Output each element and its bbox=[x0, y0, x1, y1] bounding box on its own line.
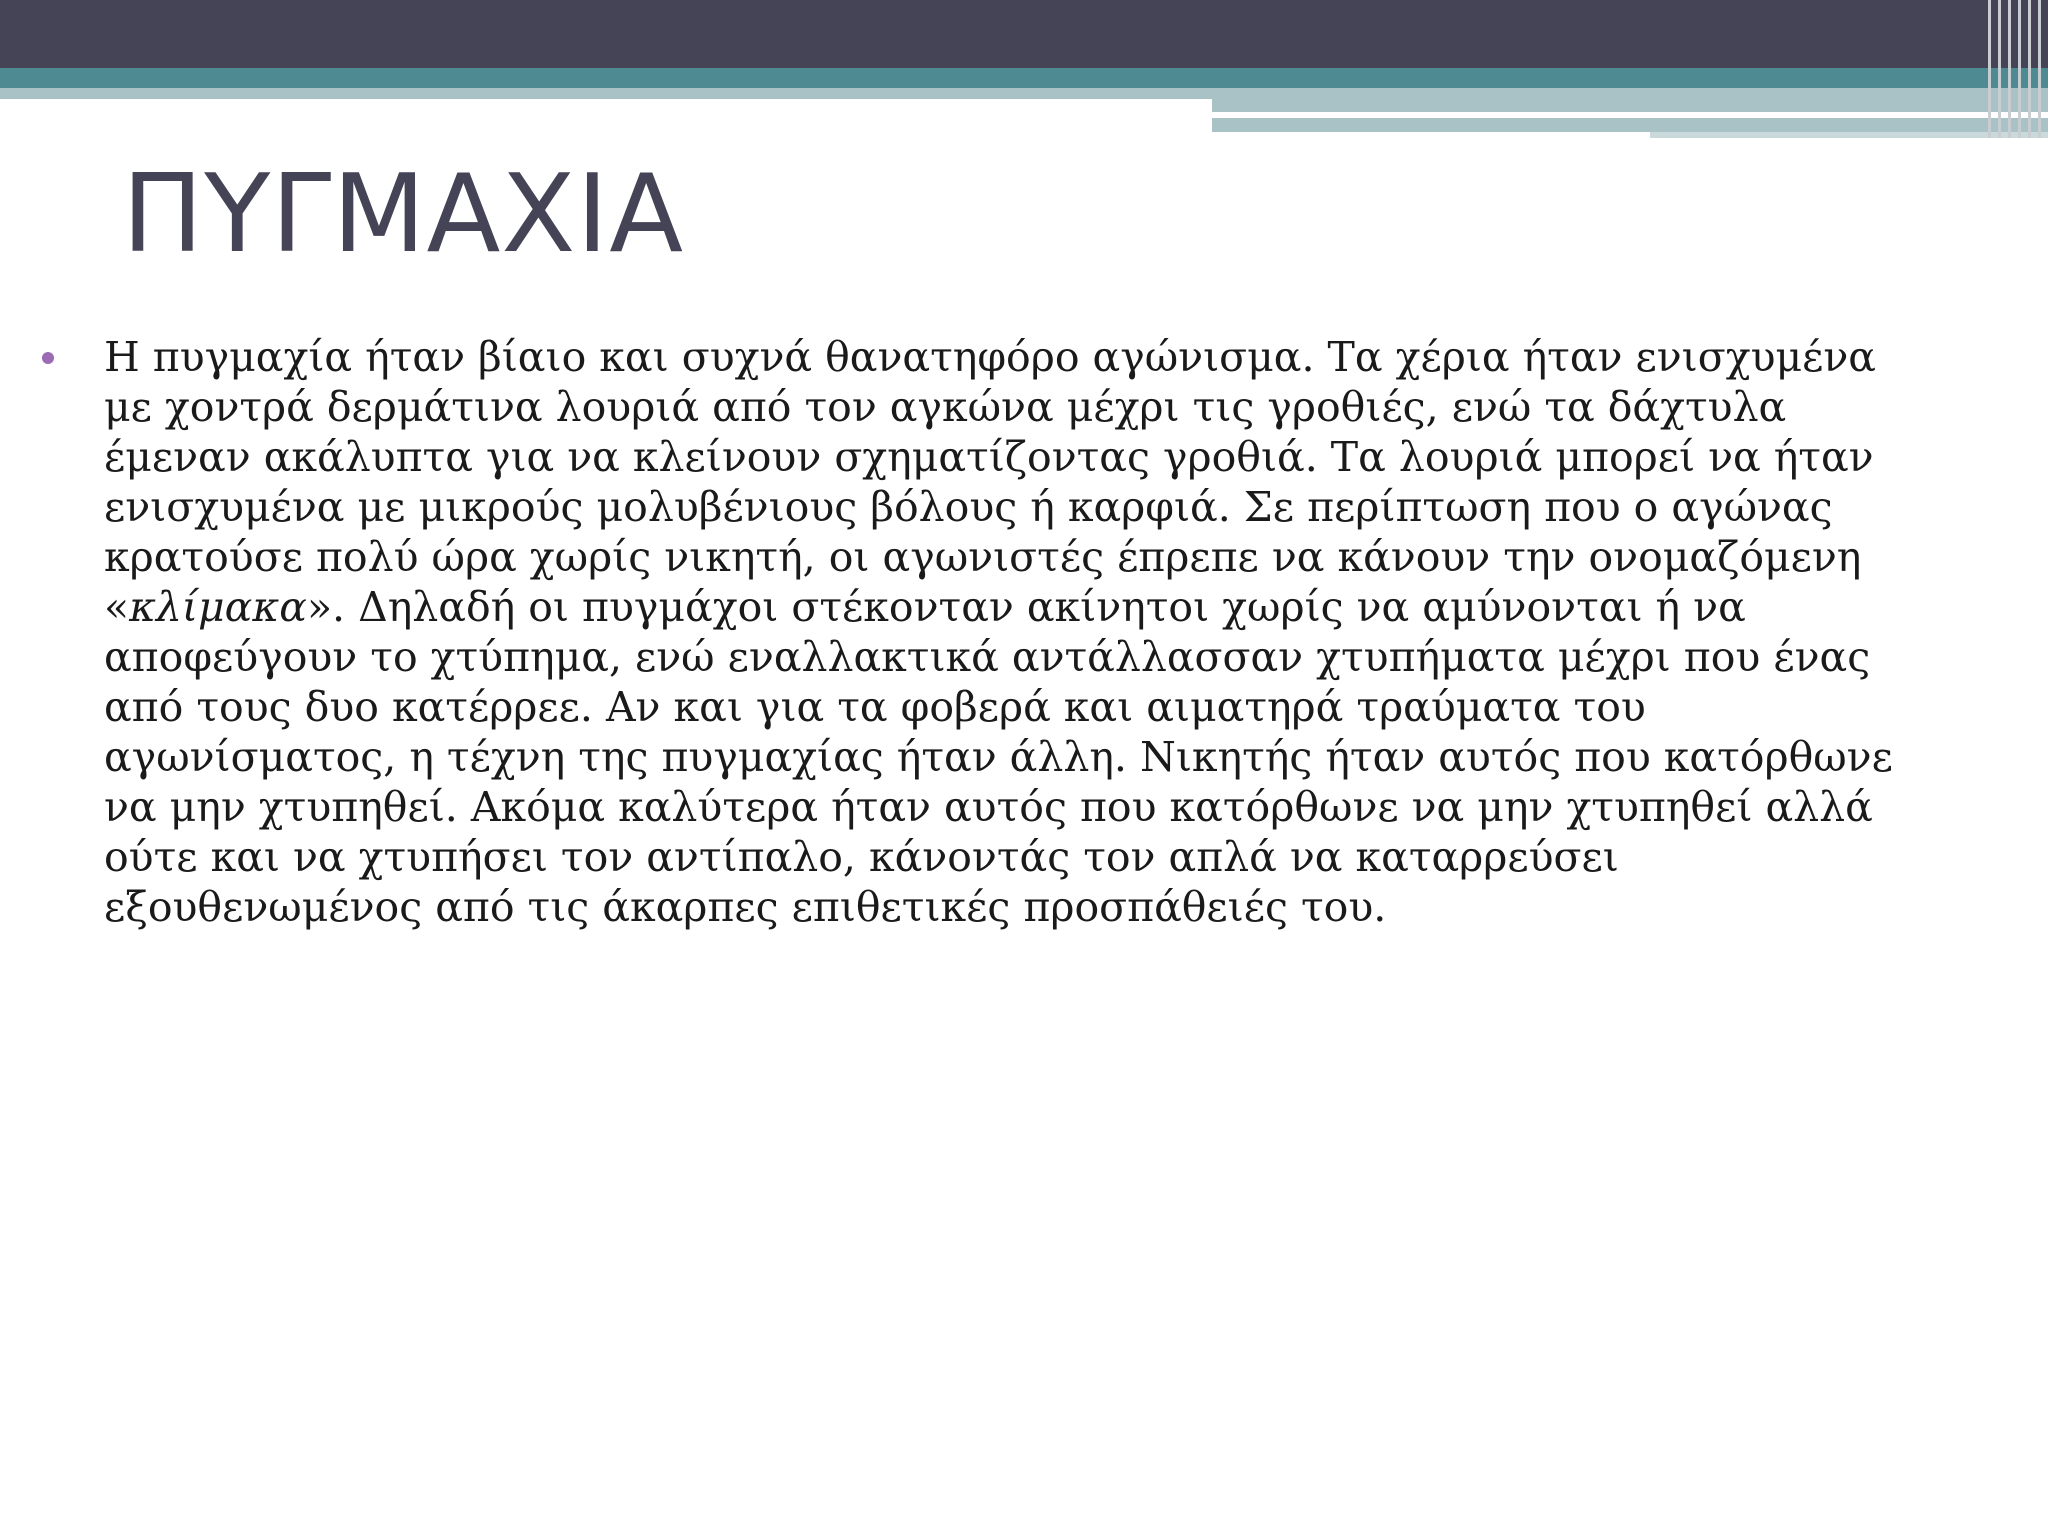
bullet-paragraph bbox=[30, 332, 2030, 932]
header-band-right-upper bbox=[1212, 88, 2048, 112]
paragraph-line: από τους δυο κατέρρεε. Αν και για τα φοβερά και αιματηρά τραύματα του bbox=[104, 683, 1646, 731]
decorative-stripe bbox=[2038, 0, 2041, 138]
header-band-light bbox=[0, 88, 1212, 99]
paragraph-line-with-term bbox=[104, 582, 2030, 632]
quote-rest: ». Δηλαδή οι πυγμάχοι στέκονταν ακίνητοι χωρίς να αμύνονται ή να bbox=[306, 583, 1746, 631]
paragraph-line: κρατούσε πολύ ώρα χωρίς νικητή, οι αγωνιστές έπρεπε να κάνουν την ονομαζόμενη bbox=[104, 533, 1862, 581]
slide-title: ΠΥΓΜΑΧΙΑ bbox=[122, 152, 685, 277]
header-band-right-lower bbox=[1212, 118, 2048, 132]
slide-body bbox=[30, 332, 2030, 932]
decorative-stripe bbox=[2008, 0, 2011, 138]
paragraph-line: ούτε και να χτυπήσει τον αντίπαλο, κάνοντάς τον απλά να καταρρεύσει bbox=[104, 833, 1619, 881]
paragraph-line: Η πυγμαχία ήταν βίαιο και συχνά θανατηφόρο αγώνισμα. Τα χέρια ήταν ενισχυμένα bbox=[104, 333, 1876, 381]
bullet-dot-icon bbox=[42, 352, 54, 364]
header-band-dark bbox=[0, 0, 2048, 68]
decorative-stripe bbox=[2028, 0, 2031, 138]
paragraph-line: έμεναν ακάλυπτα για να κλείνουν σχηματίζοντας γροθιά. Τα λουριά μπορεί να ήταν bbox=[104, 433, 1874, 481]
paragraph-line: αγωνίσματος, η τέχνη της πυγμαχίας ήταν άλλη. Νικητής ήταν αυτός που κατόρθωνε bbox=[104, 733, 1893, 781]
decorative-stripe bbox=[1998, 0, 2001, 138]
italic-term: κλίμακα bbox=[129, 583, 307, 631]
paragraph-line: με χοντρά δερμάτινα λουριά από τον αγκώνα μέχρι τις γροθιές, ενώ τα δάχτυλα bbox=[104, 383, 1787, 431]
quote-open: « bbox=[104, 583, 130, 631]
paragraph-line: ενισχυμένα με μικρούς μολυβένιους βόλους ή καρφιά. Σε περίπτωση που ο αγώνας bbox=[104, 483, 1833, 531]
paragraph-line: να μην χτυπηθεί. Ακόμα καλύτερα ήταν αυτός που κατόρθωνε να μην χτυπηθεί αλλά bbox=[104, 783, 1873, 831]
paragraph-line: εξουθενωμένος από τις άκαρπες επιθετικές προσπάθειές του. bbox=[104, 883, 1387, 931]
decorative-stripe bbox=[2018, 0, 2021, 138]
header-band-teal bbox=[0, 68, 2048, 88]
decorative-stripe bbox=[1988, 0, 1991, 138]
paragraph-line: αποφεύγουν το χτύπημα, ενώ εναλλακτικά αντάλλασσαν χτυπήματα μέχρι που ένας bbox=[104, 633, 1871, 681]
